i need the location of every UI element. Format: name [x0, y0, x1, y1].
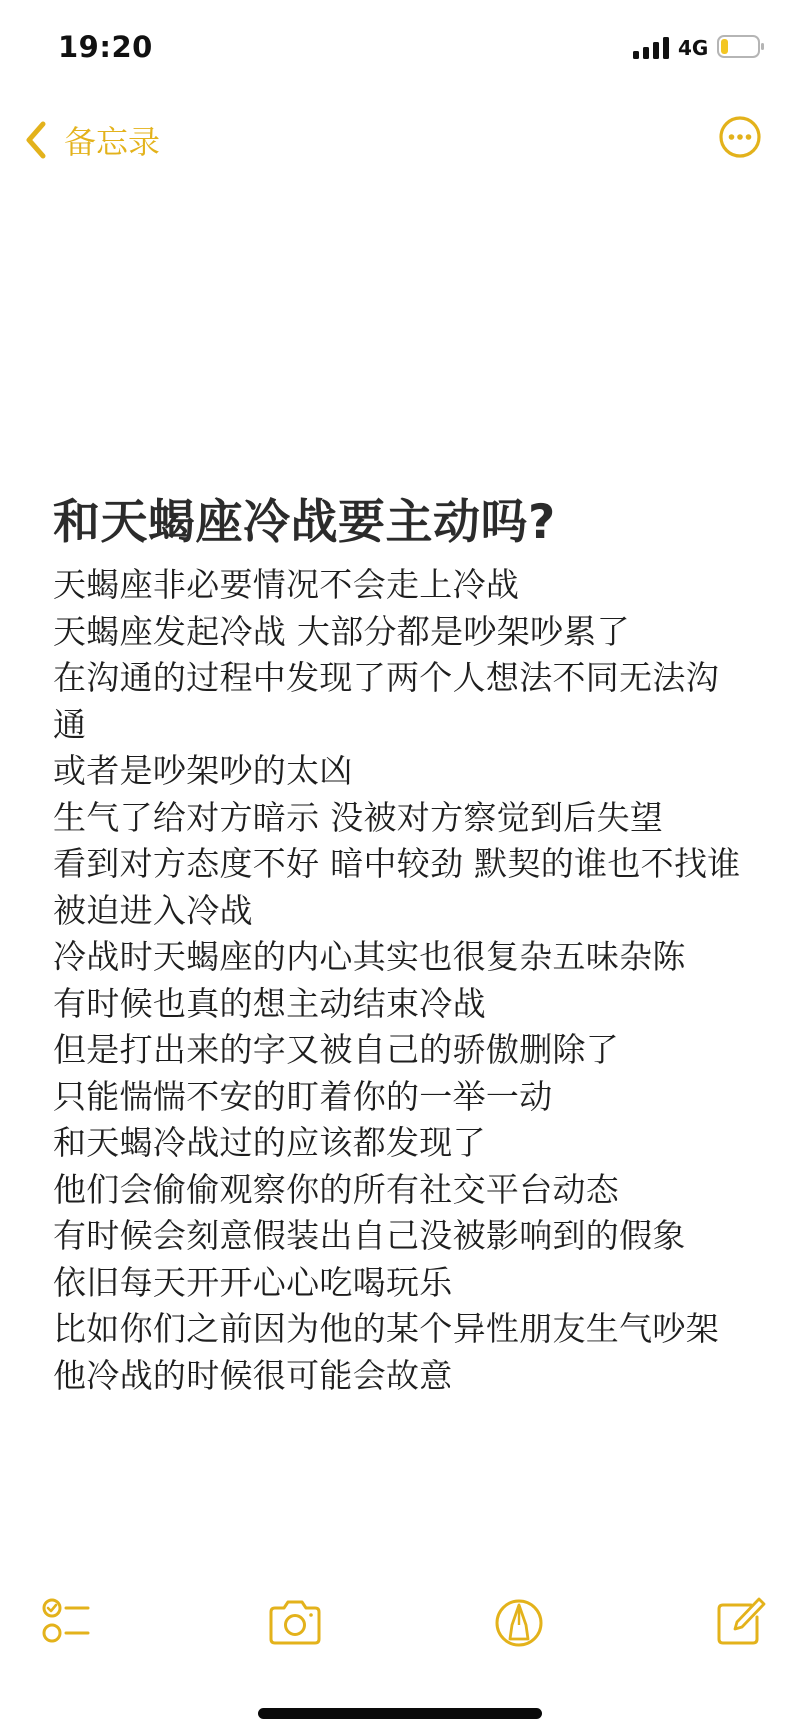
note-line[interactable]: 生气了给对方暗示 没被对方察觉到后失望 — [53, 797, 664, 837]
nav-bar — [0, 110, 800, 170]
camera-icon — [265, 1595, 325, 1651]
note-line[interactable]: 只能惴惴不安的盯着你的一举一动 — [53, 1076, 553, 1116]
note-line[interactable]: 被迫进入冷战 — [53, 890, 253, 930]
note-line[interactable]: 看到对方态度不好 暗中较劲 默契的谁也不找谁 — [53, 844, 741, 883]
note-line[interactable]: 在沟通的过程中发现了两个人想法不同无法沟 — [53, 658, 719, 697]
more-options-icon[interactable] — [718, 115, 762, 159]
checklist-icon — [38, 1595, 98, 1651]
note-line[interactable]: 和天蝎冷战过的应该都发现了 — [53, 1123, 486, 1162]
note-title[interactable]: 和天蝎座冷战要主动吗? — [53, 495, 556, 550]
battery-icon — [717, 35, 765, 58]
note-line[interactable]: 通 — [53, 704, 87, 744]
note-line[interactable]: 有时候会刻意假装出自己没被影响到的假象 — [53, 1216, 686, 1255]
markup-pen-icon — [489, 1595, 549, 1651]
note-line[interactable]: 有时候也真的想主动结束冷战 — [53, 983, 486, 1023]
note-line[interactable]: 他冷战的时候很可能会故意 — [53, 1355, 453, 1395]
note-line[interactable]: 他们会偷偷观察你的所有社交平台动态 — [53, 1169, 620, 1209]
back-button-label: 备忘录 — [64, 123, 161, 161]
note-line[interactable]: 天蝎座发起冷战 大部分都是吵架吵累了 — [53, 611, 630, 651]
note-line[interactable]: 天蝎座非必要情况不会走上冷战 — [53, 565, 520, 604]
network-type: 4G — [678, 36, 709, 60]
chevron-left-icon — [24, 120, 48, 160]
cellular-signal-icon — [633, 37, 671, 59]
status-time: 19:20 — [58, 30, 153, 64]
note-line[interactable]: 但是打出来的字又被自己的骄傲删除了 — [53, 1030, 620, 1069]
note-content[interactable] — [53, 490, 763, 1399]
note-line[interactable]: 依旧每天开开心心吃喝玩乐 — [53, 1262, 453, 1302]
bottom-toolbar — [0, 1595, 800, 1655]
note-line[interactable]: 冷战时天蝎座的内心其实也很复杂五味杂陈 — [53, 937, 686, 976]
compose-icon — [711, 1595, 771, 1651]
status-bar — [0, 0, 800, 100]
checklist-button[interactable] — [38, 1595, 98, 1651]
markup-button[interactable] — [489, 1595, 549, 1651]
back-button[interactable] — [24, 118, 160, 162]
note-line[interactable]: 或者是吵架吵的太凶 — [53, 751, 353, 790]
compose-button[interactable] — [711, 1595, 771, 1651]
note-line[interactable]: 比如你们之前因为他的某个异性朋友生气吵架 — [53, 1309, 719, 1348]
home-indicator — [258, 1708, 542, 1719]
camera-button[interactable] — [265, 1595, 325, 1651]
